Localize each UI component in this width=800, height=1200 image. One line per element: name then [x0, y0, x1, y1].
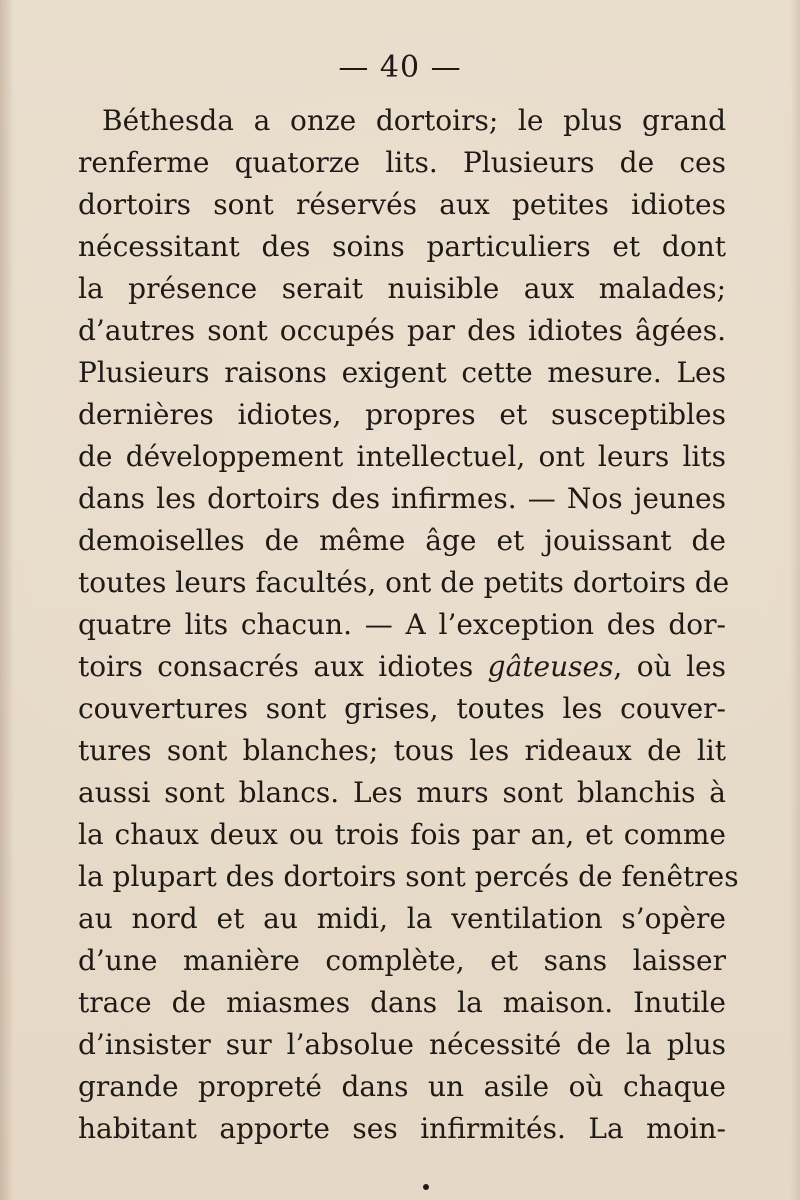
page-text [78, 100, 739, 1150]
page-number: — 40 — [338, 50, 462, 85]
text-segment: , où les [613, 650, 726, 683]
page-edge-shadow [790, 0, 800, 1200]
text-line: demoiselles de même âge et jouissant de [78, 524, 726, 557]
text-line: dans les dortoirs des infirmes. — Nos jeunes [78, 482, 726, 515]
text-line: dernières idiotes, propres et susceptibles [78, 398, 726, 431]
text-line: trace de miasmes dans la maison. Inutile [78, 986, 726, 1019]
text-line: la plupart des dortoirs sont percés de fenêtres [78, 860, 739, 893]
text-line: renferme quatorze lits. Plusieurs de ces [78, 146, 726, 179]
text-line-with-italic [78, 646, 726, 688]
text-line: tures sont blanches; tous les rideaux de lit [78, 734, 726, 767]
printer-mark [423, 1184, 429, 1190]
text-line: Béthesda a onze dortoirs; le plus grand [102, 104, 726, 137]
text-line: de développement intellectuel, ont leurs lits [78, 440, 726, 473]
text-line: d’une manière complète, et sans laisser [78, 944, 726, 977]
text-line: quatre lits chacun. — A l’exception des dor- [78, 608, 726, 641]
text-line: couvertures sont grises, toutes les couver- [78, 692, 726, 725]
text-line: aussi sont blancs. Les murs sont blanchis à [78, 776, 726, 809]
text-line: la chaux deux ou trois fois par an, et comme [78, 818, 726, 851]
text-segment: toirs consacrés aux idiotes [78, 650, 488, 683]
text-line: habitant apporte ses infirmités. La moin- [78, 1112, 726, 1145]
text-line: Plusieurs raisons exigent cette mesure. Les [78, 356, 726, 389]
text-line: la présence serait nuisible aux malades; [78, 272, 726, 305]
text-line: grande propreté dans un asile où chaque [78, 1070, 726, 1103]
page-gutter-shadow [0, 0, 14, 1200]
text-line: nécessitant des soins particuliers et dont [78, 230, 726, 263]
text-line: d’insister sur l’absolue nécessité de la plus [78, 1028, 726, 1061]
italic-word: gâteuses [487, 650, 614, 683]
text-line: au nord et au midi, la ventilation s’opère [78, 902, 726, 935]
text-line: d’autres sont occupés par des idiotes âgées. [78, 314, 726, 347]
text-line: dortoirs sont réservés aux petites idiotes [78, 188, 726, 221]
text-line: toutes leurs facultés, ont de petits dortoirs de [78, 566, 730, 599]
